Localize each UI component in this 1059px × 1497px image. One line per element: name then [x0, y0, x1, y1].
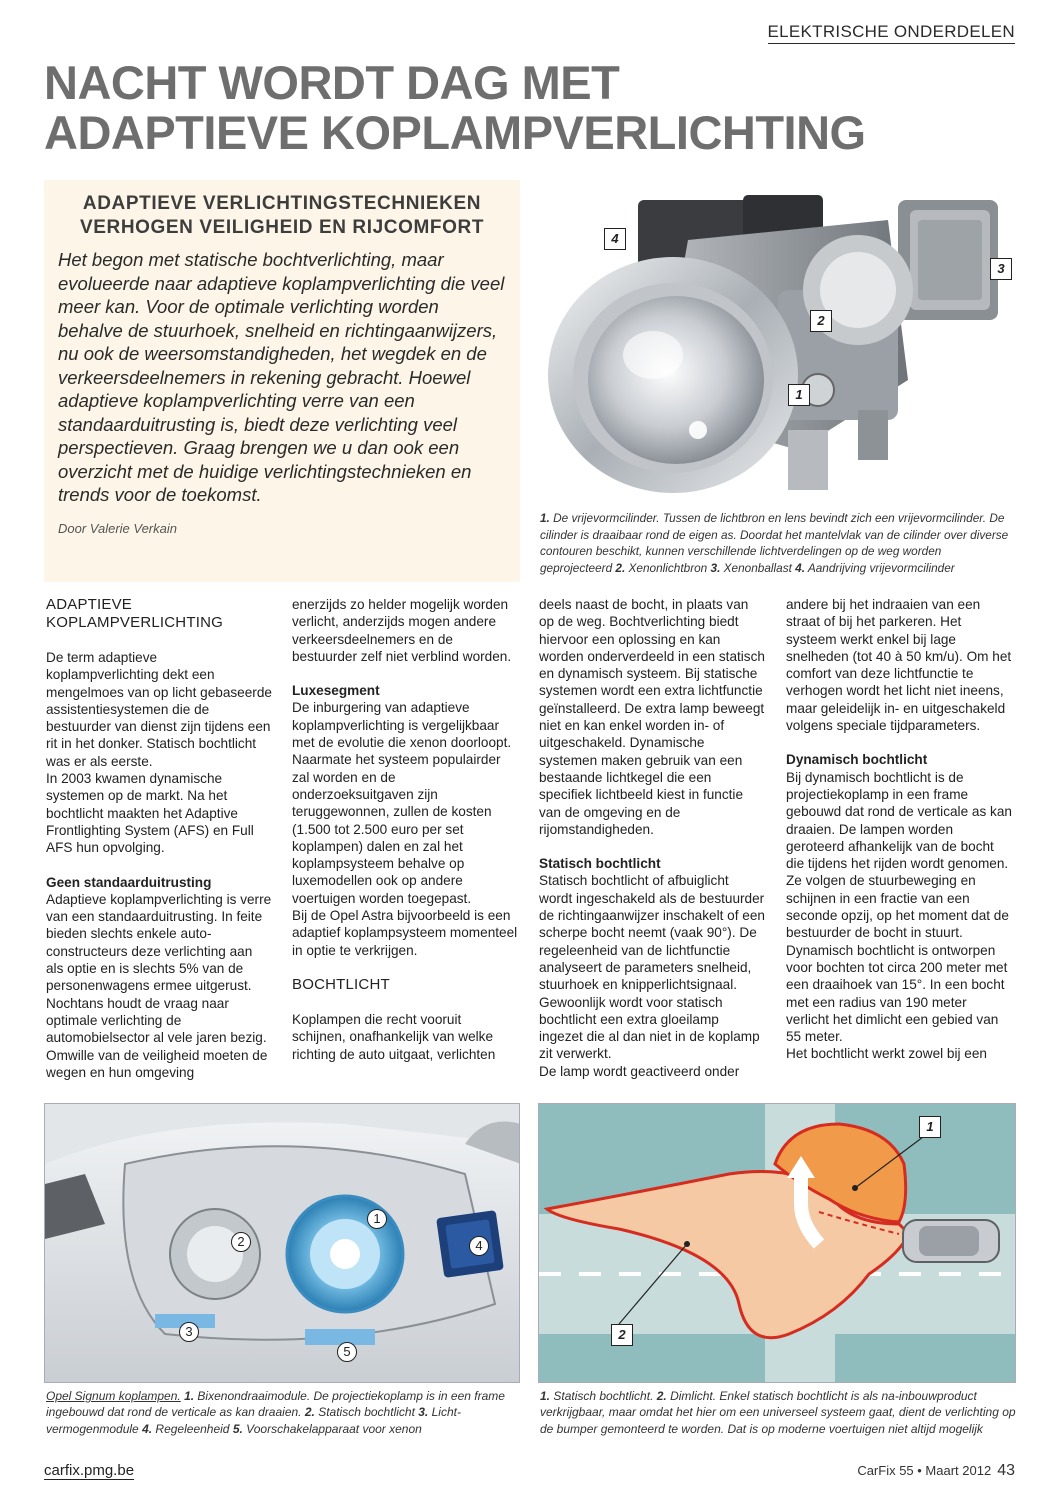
paragraph: enerzijds zo helder mogelijk worden verlicht, anderzijds mogen andere verkeersdeelnemers en de bestuurder zelf niet verblind worden.: [292, 597, 512, 664]
paragraph: deels naast de bocht, in plaats van op de weg. Bochtverlichting biedt hiervoor een oplossing en kan worden onderverdeeld in een statisch en dynamisch systeem. Bij statische systemen wordt een extra lichtfunctie geïnstalleerd. De extra lamp beweegt niet en kan enkel worden in- of uitgeschakeld. Dynamische systemen maken gebruik van een bestaande lichtkegel die een specifiek lichtbeeld kiest in functie van de omgeving en de rijomstandigheden.: [539, 597, 765, 837]
figure-label-2: 2: [231, 1232, 251, 1252]
figure-label-5: 5: [337, 1342, 357, 1362]
figure-label-3: 3: [179, 1322, 199, 1342]
figure-label-1: 1: [919, 1116, 941, 1138]
figure-label-1: 1: [367, 1209, 387, 1229]
intro-text: Het begon met statische bochtverlichting, maar evolueerde naar adaptieve koplampverlichting die veel meer kan. Voor de optimale verlichting worden behalve de stuurhoek, snelheid en richtingaanwijzers, nu ook de weersomstandigheden, het wegdek en de verkeersdeelnemers in rekening gebracht. Hoewel adaptieve koplampverlichting verre van een standaarduitrusting is, biedt deze verlichting veel perspectieven. Graag brengen we u dan ook een overzicht met de huidige verlichtingstechnieken en trends voor de toekomst.: [58, 249, 505, 505]
figure-caption-beam: 1. Statisch bochtlicht. 2. Dimlicht. Enkel statisch bochtlicht is als na-inbouwproduct verkrijgbaar, maar omdat het hier om een universeel systeem gaat, dient de verlichting op de bumper gemonteerd te worden. Dat is op moderne voertuigen niet altijd mogelijk: [540, 1389, 1016, 1436]
headlamp-illustration: [45, 1104, 520, 1383]
title-line-2: ADAPTIEVE KOPLAMPVERLICHTING: [44, 106, 866, 159]
title-line-1: NACHT WORDT DAG MET: [44, 56, 620, 109]
photo-callout-1: 1: [788, 384, 810, 406]
subheading-luxesegment: Luxesegment: [292, 683, 380, 699]
paragraph: De lamp wordt geactiveerd onder: [539, 1063, 740, 1079]
footer-issue-info: [857, 1462, 1015, 1480]
photo-caption: 1. De vrijevormcilinder. Tussen de lichtbron en lens bevindt zich een vrijevormcilinder. De cilinder is draaibaar rond de eigen as. Doordat het mantelvlak van de cilinder over diverse contouren beschikt, kunnen verschillende lichtverdelingen op de weg worden geprojecteerd 2. Xenonlichtbron 3. Xenonballast 4. Aandrijving vrijevormcilinder: [540, 511, 1009, 575]
paragraph: Het bochtlicht werkt zowel bij een: [786, 1046, 987, 1062]
subheading-statisch-bochtlicht: Statisch bochtlicht: [539, 856, 661, 872]
paragraph: Adaptieve koplampverlichting is verre van een standaarduitrusting. In feite bieden slechts enkele auto-constructeurs deze verlichting aan als optie en is slechts 5% van de personenwagens ermee uitgerust. Nochtans houdt de vraag naar optimale verlichting de automobielsector al vele jaren bezig. Omwille van de veiligheid moeten de wegen en hun omgeving: [46, 891, 272, 1080]
intro-heading: [58, 192, 506, 240]
photo-callout-4: 4: [604, 228, 626, 250]
footer-issue: CarFix 55 • Maart 2012: [857, 1463, 992, 1478]
figure-label-4: 4: [469, 1236, 489, 1256]
intro-heading-line-1: ADAPTIEVE VERLICHTINGSTECHNIEKEN: [82, 193, 482, 214]
page-number: 43: [997, 1462, 1015, 1479]
figure-caption-headlamp: Opel Signum koplampen. 1. Bixenondraaimodule. De projectiekoplamp is in een frame ingebouwd dat rond de verticale as kan draaien. 2. Statisch bochtlicht 3. Licht-vermogenmodule 4. Regeleenheid 5. Voorschakelapparaat voor xenon: [46, 1389, 505, 1436]
photo-callout-3: 3: [990, 258, 1012, 280]
text-column-2: [292, 596, 518, 1063]
footer-website-link[interactable]: carfix.pmg.be: [44, 1462, 135, 1479]
figure-label-2: 2: [611, 1324, 633, 1346]
paragraph: andere bij het indraaien van een straat of bij het parkeren. Het systeem werkt enkel bij lage snelheden (tot 40 à 50 km/u). Om het comfort van deze lichtfunctie te verhogen wordt het licht niet ineens, maar geleidelijk in- en uitgeschakeld volgens speciale tijdparameters.: [786, 597, 1012, 734]
paragraph: Bij de Opel Astra bijvoorbeeld is een adaptief koplampsysteem momenteel in optie te verkrijgen.: [292, 908, 518, 958]
paragraph: In 2003 kwamen dynamische systemen op de markt. Na het bochtlicht maakten het Adaptive Frontlighting System (AFS) en Full AFS hun opvolging.: [46, 771, 254, 856]
heading-bochtlicht: BOCHTLICHT: [292, 975, 390, 993]
text-column-3: [539, 596, 765, 1080]
subheading-geen-standaarduitrusting: Geen standaarduitrusting: [46, 874, 212, 890]
text-column-1: [46, 596, 272, 1081]
heading-adaptieve-koplampverlichting: ADAPTIEVE KOPLAMPVERLICHTING: [46, 596, 223, 631]
byline: Door Valerie Verkain: [58, 520, 177, 536]
paragraph: Statisch bochtlicht of afbuiglicht wordt ingeschakeld als de bestuurder de richtingaanwijzer inschakelt of een scherpe bocht neemt (vaak 90°). De regeleenheid van de lichtfunctie analyseert de parameters snelheid, stuurhoek en knipperlichtsignaal. Gewoonlijk wordt voor statisch bochtlicht een extra gloeilamp ingezet die al dan niet in de koplamp zit verwerkt.: [539, 873, 765, 1062]
paragraph: De inburgering van adaptieve koplampverlichting is vergelijkbaar met de evolutie die xenon doorloopt. Naarmate het systeem populairder zal worden en de onderzoeksuitgaven zijn teruggewonnen, zullen de kosten (1.500 tot 2.500 euro per set koplampen) dalen en zal het koplampsysteem behalve op luxemodellen ook op andere voertuigen worden toegepast.: [292, 700, 512, 906]
section-tag: ELEKTRISCHE ONDERDELEN: [768, 22, 1016, 44]
paragraph: Koplampen die recht vooruit schijnen, onafhankelijk van welke richting de auto uitgaat, verlichten: [292, 1011, 496, 1062]
beam-pattern-diagram: [538, 1103, 1016, 1383]
intro-box: [44, 180, 520, 582]
paragraph: Bij dynamisch bochtlicht is de projectiekoplamp in een frame gebouwd dat rond de verticale as kan draaien. De lampen worden geroteerd afhankelijk van de bocht die tijdens het rijden wordt genomen. Ze volgen de stuurbeweging en schijnen in een fractie van een seconde opzij, op het moment dat de bestuurder de bocht in stuurt. Dynamisch bochtlicht is ontworpen voor bochten tot circa 200 meter met een draaihoek van 15°. In een bocht met een radius van 190 meter verlicht het dimlicht een gebied van 55 meter.: [786, 769, 1012, 1045]
projector-module-photo: [538, 180, 1016, 506]
photo-callout-2: 2: [810, 310, 832, 332]
text-column-4: [786, 596, 1012, 1063]
subheading-dynamisch-bochtlicht: Dynamisch bochtlicht: [786, 752, 928, 768]
opel-signum-headlamp-figure: [44, 1103, 520, 1383]
paragraph: De term adaptieve koplampverlichting dekt een mengelmoes van op licht gebaseerde assistentiesystemen die de bestuurder van dienst zijn tijdens een rit in het donker. Statisch bochtlicht was er als eerste.: [46, 650, 272, 769]
article-title: [44, 58, 1004, 158]
intro-heading-line-2: VERHOGEN VEILIGHEID EN RIJCOMFORT: [79, 217, 485, 238]
